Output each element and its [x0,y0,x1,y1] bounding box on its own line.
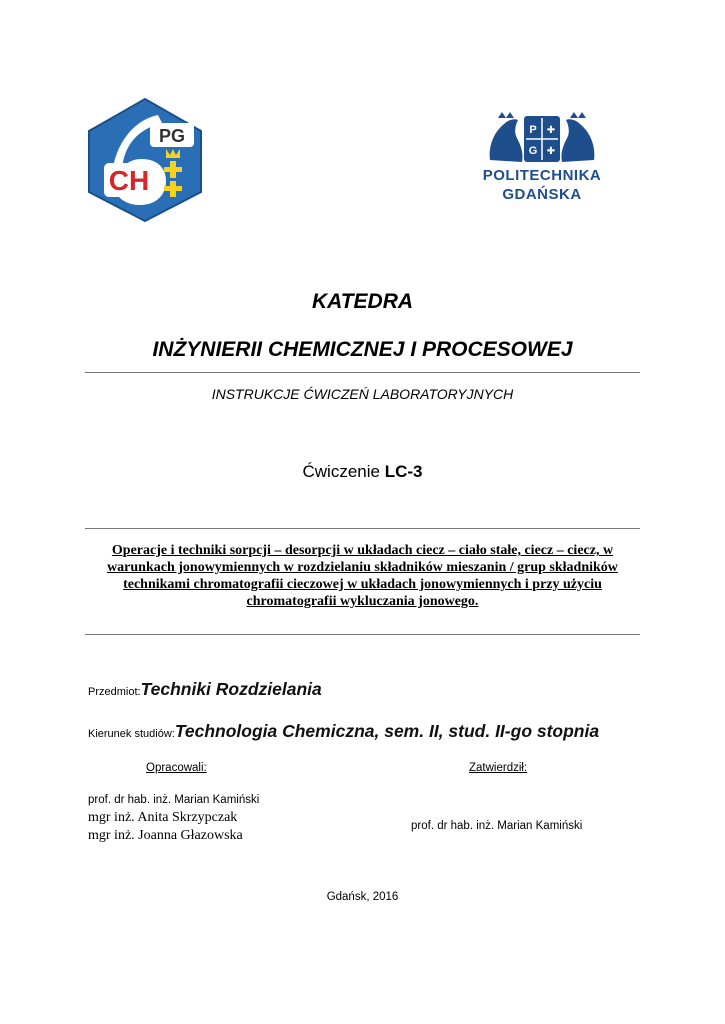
approver-name: prof. dr hab. inż. Marian Kamiński [411,820,583,832]
svg-text:P: P [529,124,537,136]
subject-label: Przedmiot: [88,686,141,698]
logo-pg-text: PG [158,126,186,146]
field-row [88,721,599,742]
department-title: KATEDRA [311,290,414,313]
svg-text:✚: ✚ [546,125,556,136]
subject-value: Techniki Rozdzielania [140,679,322,699]
prepared-heading: Opracowali: [146,762,207,774]
author-name: mgr inż. Joanna Głazowska [88,828,243,843]
svg-text:G: G [528,145,538,157]
logo-gdanska-text: GDAŃSKA [502,186,582,203]
approved-heading: Zatwierdził: [469,762,528,774]
logo-politechnika-text: POLITECHNIKA [482,167,602,184]
field-label: Kierunek studiów: [88,728,175,740]
subject-row [88,679,322,700]
place-date: Gdańsk, 2016 [326,891,399,903]
kichip-hexagon-logo [82,97,208,223]
svg-text:✚: ✚ [546,146,556,157]
exercise-label: Ćwiczenie [302,462,385,481]
department-name: INŻYNIERII CHEMICZNEJ I PROCESOWEJ [152,338,573,361]
exercise-topic: Operacje i techniki sorpcji – desorpcji w układach ciecz – ciało stałe, ciecz – ciecz, w warunkach jonowymiennych w rozdzielaniu składników mieszanin / grup składników technikami chromatografii cieczowej w układach jonowymiennych i przy użyciu chromatografii wykluczania jonowego. [107,543,618,609]
exercise-code: LC-3 [384,462,423,481]
author-name: mgr inż. Anita Skrzypczak [88,810,238,825]
divider [85,372,640,373]
divider [85,634,640,635]
exercise-heading [0,462,725,482]
field-value: Technologia Chemiczna, sem. II, stud. II-go stopnia [174,721,600,741]
logo-ch-text: CH [108,165,150,196]
author-name: prof. dr hab. inż. Marian Kamiński [88,794,260,806]
document-subtitle: INSTRUKCJE ĆWICZEŃ LABORATORYJNYCH [211,386,514,402]
divider [85,528,640,529]
